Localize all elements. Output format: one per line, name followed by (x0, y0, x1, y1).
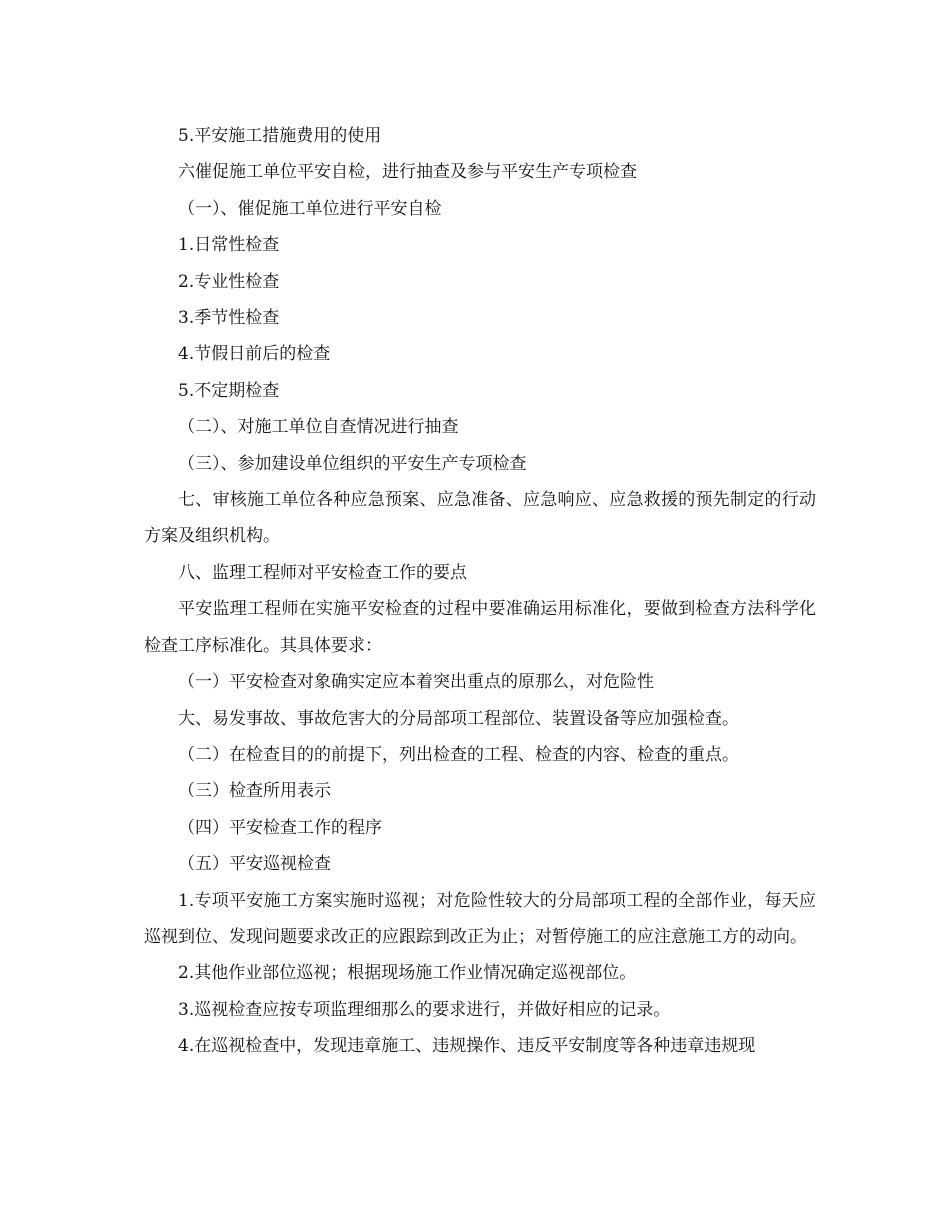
paragraph-6: 3.季节性检查 (178, 308, 280, 329)
paragraph-13: 平安监理工程师在实施平安检查的过程中要准确运用标准化，要做到检查方法科学化检查工序标准化。其具体要求： (144, 599, 816, 656)
paragraph-9: （二）、对施工单位自查情况进行抽查 (178, 417, 459, 438)
paragraph-3: （一）、催促施工单位进行平安自检 (178, 198, 442, 219)
paragraph-5: 2.专业性检查 (178, 271, 280, 292)
paragraph-22: 3.巡视检查应按专项监理细那么的要求进行，并做好相应的记录。 (178, 999, 671, 1020)
paragraph-4: 1.日常性检查 (178, 235, 280, 256)
paragraph-12: 八、监理工程师对平安检查工作的要点 (178, 562, 467, 583)
paragraph-7: 4.节假日前后的检查 (178, 344, 331, 365)
paragraph-17: （三）检查所用表示 (178, 781, 331, 802)
paragraph-16: （二）在检查目的的前提下，列出检查的工程、检查的内容、检查的重点。 (178, 744, 739, 765)
paragraph-15: 大、易发事故、事故危害大的分局部项工程部位、装置设备等应加强检查。 (178, 708, 739, 729)
paragraph-2: 六催促施工单位平安自检，进行抽查及参与平安生产专项检查 (178, 162, 637, 183)
paragraph-10: （三）、参加建设单位组织的平安生产专项检查 (178, 453, 527, 474)
paragraph-11: 七、审核施工单位各种应急预案、应急准备、应急响应、应急救援的预先制定的行动方案及组织机构。 (144, 490, 816, 547)
paragraph-23: 4.在巡视检查中，发现违章施工、违规操作、违反平安制度等各种违章违规现 (178, 1036, 756, 1057)
paragraph-19: （五）平安巡视检查 (178, 854, 331, 875)
document-body (144, 118, 816, 1065)
paragraph-18: （四）平安检查工作的程序 (178, 817, 382, 838)
paragraph-21: 2.其他作业部位巡视；根据现场施工作业情况确定巡视部位。 (178, 963, 637, 984)
paragraph-8: 5.不定期检查 (178, 380, 280, 401)
paragraph-14: （一）平安检查对象确实定应本着突出重点的原那么，对危险性 (178, 672, 654, 693)
paragraph-1: 5.平安施工措施费用的使用 (178, 126, 382, 146)
paragraph-20: 1.专项平安施工方案实施时巡视；对危险性较大的分局部项工程的全部作业，每天应巡视到位、发现问题要求改正的应跟踪到改正为止；对暂停施工的应注意施工方的动向。 (144, 890, 816, 947)
